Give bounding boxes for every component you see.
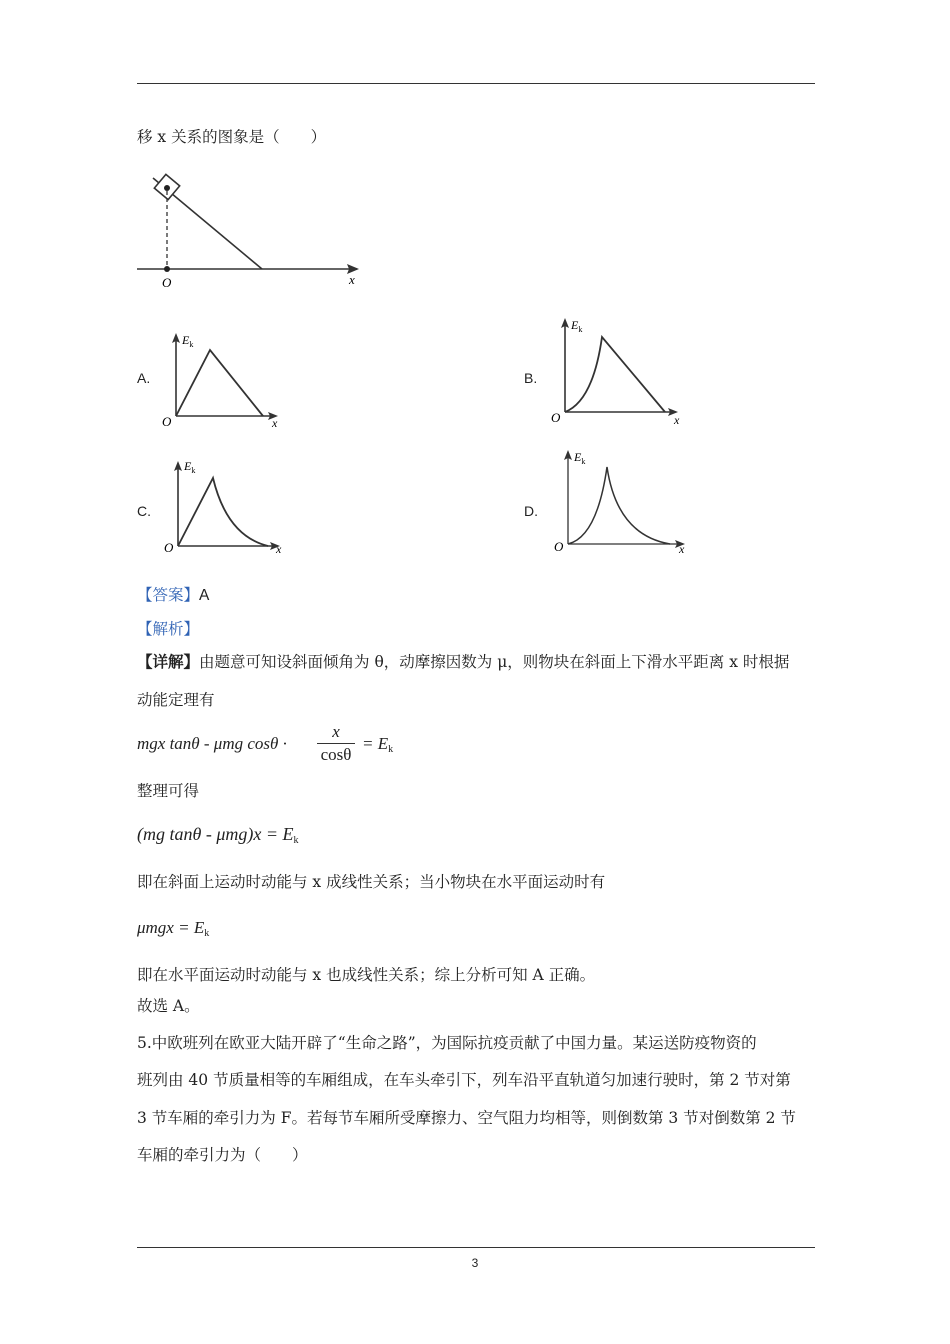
option-c-label[interactable]: C. — [137, 503, 151, 519]
answer-tag: 【答案】 — [137, 586, 200, 604]
option-b-x-label: x — [674, 413, 680, 427]
detail-text-3: 整理可得 — [137, 782, 200, 800]
footer-rule — [137, 1247, 815, 1248]
option-a-y-label: $E_k$ — [182, 333, 194, 349]
option-a-label[interactable]: A. — [137, 370, 151, 386]
detail-text-1: 由题意可知设斜面倾角为 θ，动摩擦因数为 μ，则物块在斜面上下滑水平距离 x 时根据 — [199, 653, 790, 671]
option-d-x-label: x — [679, 542, 685, 556]
equation-2: (mg $\tan\theta - \mu mg)x = E_k$ — [137, 824, 299, 846]
incline-figure — [137, 170, 377, 300]
equation-1-right: = $E_k$ — [362, 734, 394, 755]
equation-1 — [137, 734, 287, 754]
equation-1-numerator: x — [332, 722, 340, 741]
equation-3: $\mu mgx = E_k$ — [137, 918, 210, 939]
question5-line-2: 班列由 40 节质量相等的车厢组成，在车头牵引下，列车沿平直轨道匀加速行驶时，第 2 节对第 — [137, 1071, 791, 1089]
incline-origin-label: O — [162, 275, 172, 290]
question4-stem-tail: 移 x 关系的图象是（ ） — [137, 128, 327, 146]
detail-text-6: 故选 A。 — [137, 997, 200, 1015]
option-a-origin: O — [162, 414, 172, 429]
header-rule — [137, 83, 815, 84]
detail-line-1 — [137, 652, 789, 672]
question5-line-4: 车厢的牵引力为（ ） — [137, 1146, 308, 1164]
analysis-tag: 【解析】 — [137, 620, 200, 638]
option-c-origin: O — [164, 540, 174, 555]
option-b-y-label: $E_k$ — [571, 318, 583, 334]
option-b-graph — [547, 315, 687, 425]
option-a-x-label: x — [272, 416, 278, 430]
option-c-graph — [162, 458, 292, 558]
equation-1-left: mgx tanθ - μmg cosθ · — [137, 734, 287, 753]
incline-axis-label: x — [349, 272, 355, 287]
option-a-graph — [160, 330, 290, 430]
question5-line-1: 5.中欧班列在欧亚大陆开辟了“生命之路”，为国际抗疫贡献了中国力量。某运送防疫物资的 — [137, 1034, 757, 1052]
answer-line — [137, 585, 209, 606]
detail-tag: 【详解】 — [137, 652, 200, 671]
option-b-label[interactable]: B. — [524, 370, 538, 386]
equation-1-fraction — [315, 721, 357, 766]
detail-text-4: 即在斜面上运动时动能与 x 成线性关系；当小物块在水平面运动时有 — [137, 873, 606, 891]
answer-value: A — [199, 587, 210, 604]
equation-1-denominator: cosθ — [320, 745, 352, 764]
option-d-graph — [552, 447, 692, 557]
detail-text-5: 即在水平面运动时动能与 x 也成线性关系；综上分析可知 A 正确。 — [137, 966, 596, 984]
option-b-origin: O — [551, 410, 561, 425]
option-d-origin: O — [554, 539, 564, 554]
option-d-y-label: $E_k$ — [574, 450, 586, 466]
option-d-label[interactable]: D. — [524, 503, 538, 519]
page-number: 3 — [471, 1256, 479, 1270]
option-c-x-label: x — [276, 542, 282, 556]
option-c-y-label: $E_k$ — [184, 459, 196, 475]
detail-text-2: 动能定理有 — [137, 691, 215, 709]
question5-line-3: 3 节车厢的牵引力为 F。若每节车厢所受摩擦力、空气阻力均相等，则倒数第 3 节对倒数第 2 节 — [137, 1109, 796, 1127]
